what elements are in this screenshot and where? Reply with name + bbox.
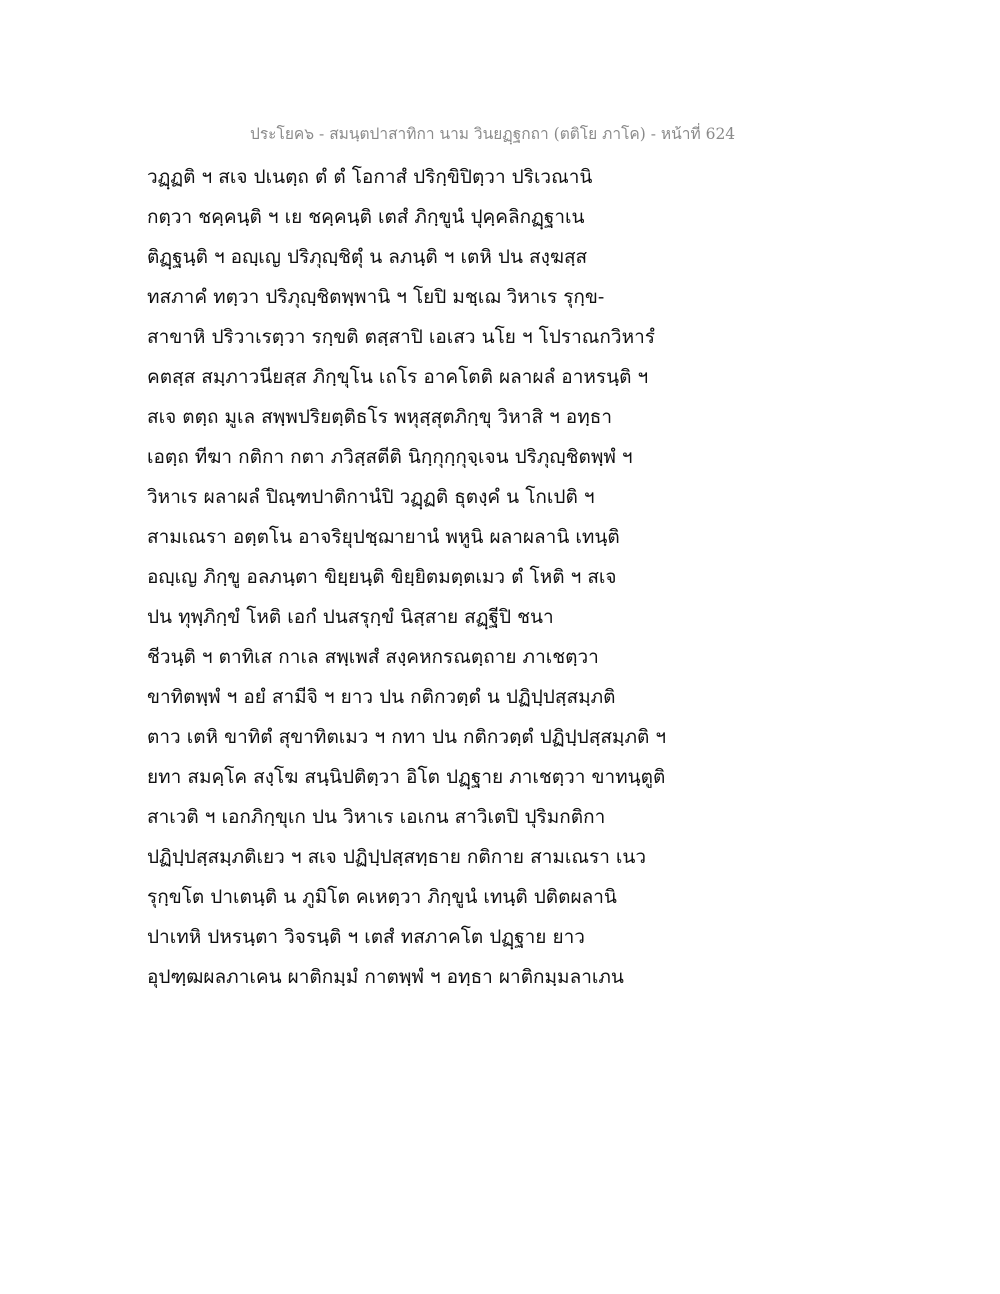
text-line: สามเณรา อตฺตโน อาจริยุปชฺฌายานํ พหูนิ ผลาผลานิ เทนฺติ <box>147 526 620 548</box>
text-line: กตฺวา ชคฺคนฺติ ฯ เย ชคฺคนฺติ เตสํ ภิกฺขูนํ ปุคฺคลิกฏฺฐาเน <box>147 206 585 228</box>
text-line: อุปฑฺฒผลภาเคน ผาติกมฺมํ กาตพฺพํ ฯ อทฺธา ผาติกมฺมลาเภน <box>147 966 624 988</box>
text-line: สเจ ตตฺถ มูเล สพฺพปริยตฺติธโร พหุสฺสุตภิกฺขุ วิหาสิ ฯ อทฺธา <box>147 406 612 428</box>
text-line: เอตฺถ ทีฆา กติกา กตา ภวิสฺสตีติ นิกฺกุกฺกุจฺเจน ปริภุญฺชิตพฺพํ ฯ <box>147 446 633 468</box>
text-line: วิหาเร ผลาผลํ ปิณฺฑปาติกานํปิ วฏฺฏติ ธุตงฺคํ น โกเปติ ฯ <box>147 486 595 508</box>
text-line: ติฏฺฐนฺติ ฯ อญฺเญ ปริภุญฺชิตุํ น ลภนฺติ ฯ เตหิ ปน สงฺฆสฺส <box>147 246 588 268</box>
running-header: ประโยค๖ - สมนฺตปาสาทิกา นาม วินยฏฺฐกถา (ตติโย ภาโค) - หน้าที่ 624 <box>250 125 736 143</box>
text-line: อญฺเญ ภิกฺขู อลภนฺตา ขิยฺยนฺติ ขิยฺยิตมตฺตเมว ตํ โหติ ฯ สเจ <box>147 566 617 588</box>
text-line: รุกฺขโต ปาเตนฺติ น ภูมิโต คเหตฺวา ภิกฺขูนํ เทนฺติ ปติตผลานิ <box>147 886 617 908</box>
text-line: ชีวนฺติ ฯ ตาทิเส กาเล สพฺเพสํ สงฺคหกรณตฺถาย ภาเชตฺวา <box>147 646 599 668</box>
text-line: วฏฺฏติ ฯ สเจ ปเนตฺถ ตํ ตํ โอกาสํ ปริกฺขิปิตฺวา ปริเวณานิ <box>147 166 593 188</box>
text-line: ตาว เตหิ ขาทิตํ สุขาทิตเมว ฯ กทา ปน กติกวตฺตํ ปฏิปฺปสฺสมฺภติ ฯ <box>147 726 667 748</box>
text-line: ขาทิตพฺพํ ฯ อยํ สามีจิ ฯ ยาว ปน กติกวตฺตํ น ปฏิปฺปสฺสมฺภติ <box>147 686 616 708</box>
body-text <box>147 157 707 997</box>
text-line: ทสภาคํ ทตฺวา ปริภุญฺชิตพฺพานิ ฯ โยปิ มชฺเฌ วิหาเร รุกฺข- <box>147 286 605 308</box>
text-line: สาขาหิ ปริวาเรตฺวา รกฺขติ ตสฺสาปิ เอเสว นโย ฯ โปราณกวิหารํ <box>147 326 655 348</box>
text-line: ยทา สมคฺโค สงฺโฆ สนฺนิปติตฺวา อิโต ปฏฺฐาย ภาเชตฺวา ขาทนฺตูติ <box>147 766 666 788</box>
text-line: ปน ทุพฺภิกฺขํ โหติ เอกํ ปนสรุกฺขํ นิสฺสาย สฏฺฐีปิ ชนา <box>147 606 554 628</box>
text-line: ปฏิปฺปสฺสมฺภติเยว ฯ สเจ ปฏิปฺปสฺสทฺธาย กติกาย สามเณรา เนว <box>147 846 647 868</box>
text-line: สาเวติ ฯ เอกภิกฺขุเก ปน วิหาเร เอเกน สาวิเตปิ ปุริมกติกา <box>147 806 606 828</box>
text-line: ปาเทหิ ปหรนฺตา วิจรนฺติ ฯ เตสํ ทสภาคโต ปฏฺฐาย ยาว <box>147 926 585 948</box>
text-line: คตสฺส สมฺภาวนียสฺส ภิกฺขุโน เถโร อาคโตติ ผลาผลํ อาหรนฺติ ฯ <box>147 366 649 388</box>
